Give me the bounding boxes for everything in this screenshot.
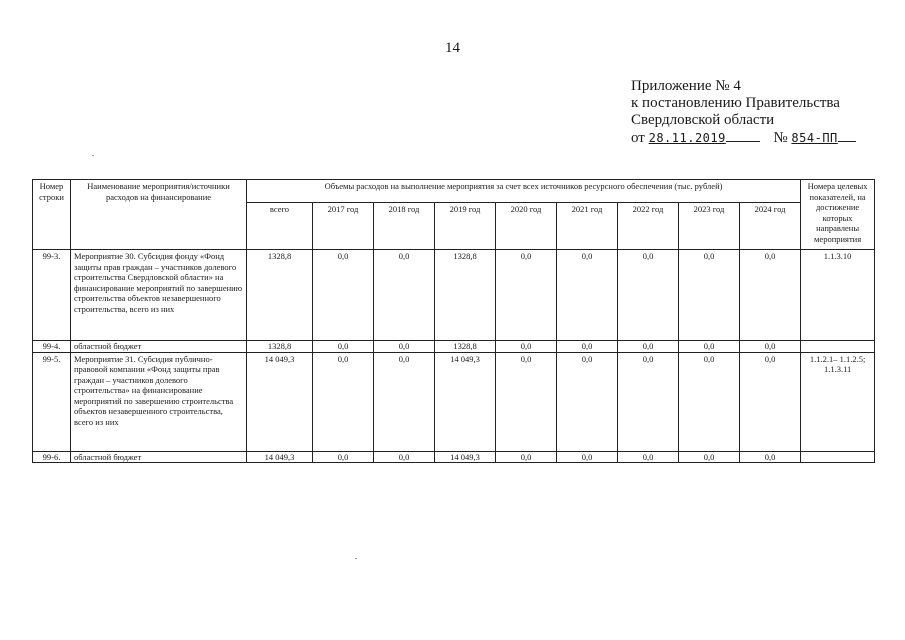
row-name: Мероприятие 30. Субсидия фонду «Фонд защиты прав граждан – участников долевого строительства Свердловской области» на финансирование мероприятий по завершению строительства объектов незавершенного строительства, всего из них [71, 250, 247, 341]
row-targets: 1.1.2.1– 1.1.2.5; 1.1.3.11 [801, 352, 875, 451]
row-value: 1328,8 [435, 250, 496, 341]
row-value: 0,0 [313, 250, 374, 341]
header-year: 2023 год [679, 203, 740, 250]
row-value: 0,0 [496, 451, 557, 463]
row-number: 99-3. [33, 250, 71, 341]
row-value: 0,0 [496, 341, 557, 353]
header-total: всего [247, 203, 313, 250]
row-value: 0,0 [496, 250, 557, 341]
header-volumes: Объемы расходов на выполнение мероприятия за счет всех источников ресурсного обеспечения (тыс. рублей) [247, 180, 801, 203]
row-value: 0,0 [557, 352, 618, 451]
appendix-region-line: Свердловской области [631, 112, 775, 128]
row-value: 14 049,3 [435, 352, 496, 451]
row-targets [801, 451, 875, 463]
row-value: 0,0 [618, 451, 679, 463]
row-value: 0,0 [313, 341, 374, 353]
row-targets [801, 341, 875, 353]
header-year: 2024 год [740, 203, 801, 250]
header-year: 2021 год [557, 203, 618, 250]
row-value: 0,0 [679, 352, 740, 451]
row-value: 0,0 [679, 250, 740, 341]
decree-number: 854-ПП [791, 131, 838, 145]
table-row [33, 451, 875, 463]
scan-speck [355, 558, 357, 559]
table-row [33, 250, 875, 341]
row-number: 99-6. [33, 451, 71, 463]
table-row [33, 352, 875, 451]
row-value: 0,0 [740, 352, 801, 451]
expenses-table [32, 179, 875, 463]
page-number: 14 [445, 40, 460, 56]
row-value: 0,0 [374, 451, 435, 463]
header-year: 2019 год [435, 203, 496, 250]
from-label: от [631, 130, 645, 146]
row-value: 14 049,3 [435, 451, 496, 463]
decree-date: 28.11.2019 [648, 131, 726, 145]
table-header-row [33, 180, 875, 203]
row-name: областной бюджет [71, 451, 247, 463]
row-total: 1328,8 [247, 250, 313, 341]
header-name: Наименование мероприятия/источники расходов на финансирование [71, 180, 247, 250]
appendix-decree-line: к постановлению Правительства [631, 95, 840, 111]
row-value: 0,0 [496, 352, 557, 451]
row-value: 0,0 [374, 341, 435, 353]
appendix-block [631, 78, 856, 147]
row-value: 0,0 [740, 341, 801, 353]
row-name: Мероприятие 31. Субсидия публично-правовой компании «Фонд защиты прав граждан – участников долевого строительства» на финансирование мероприятий по завершению строительства объектов незавершенного строительства, всего из них [71, 352, 247, 451]
table-row [33, 341, 875, 353]
row-total: 14 049,3 [247, 352, 313, 451]
row-value: 0,0 [557, 341, 618, 353]
row-value: 0,0 [374, 352, 435, 451]
row-value: 0,0 [618, 341, 679, 353]
header-row-number: Номер строки [33, 180, 71, 250]
scan-speck [92, 155, 94, 156]
appendix-date-line [631, 129, 856, 147]
header-year: 2022 год [618, 203, 679, 250]
row-value: 0,0 [557, 451, 618, 463]
row-value: 0,0 [557, 250, 618, 341]
row-value: 1328,8 [435, 341, 496, 353]
number-label: № [773, 130, 788, 146]
row-value: 0,0 [679, 451, 740, 463]
header-targets: Номера целевых показателей, на достижение которых направлены мероприятия [801, 180, 875, 250]
row-total: 1328,8 [247, 341, 313, 353]
header-year: 2020 год [496, 203, 557, 250]
row-value: 0,0 [374, 250, 435, 341]
row-value: 0,0 [679, 341, 740, 353]
row-total: 14 049,3 [247, 451, 313, 463]
header-year: 2017 год [313, 203, 374, 250]
row-name: областной бюджет [71, 341, 247, 353]
row-targets: 1.1.3.10 [801, 250, 875, 341]
appendix-title: Приложение № 4 [631, 78, 741, 94]
row-value: 0,0 [618, 250, 679, 341]
row-value: 0,0 [313, 451, 374, 463]
row-value: 0,0 [618, 352, 679, 451]
row-number: 99-5. [33, 352, 71, 451]
row-value: 0,0 [740, 250, 801, 341]
row-number: 99-4. [33, 341, 71, 353]
header-year: 2018 год [374, 203, 435, 250]
row-value: 0,0 [740, 451, 801, 463]
row-value: 0,0 [313, 352, 374, 451]
